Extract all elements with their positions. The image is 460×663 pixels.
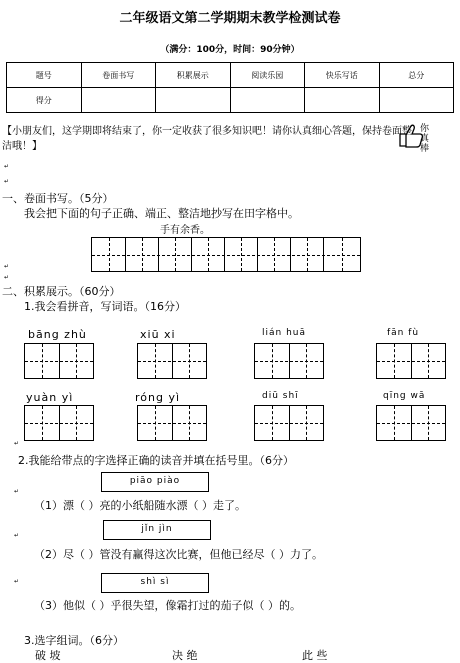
pinyin-options-box: jǐn jìn: [103, 520, 211, 540]
word-grid[interactable]: [376, 343, 446, 379]
score-table: [6, 62, 454, 113]
score-header-cell: 总分: [379, 63, 454, 88]
word-grid[interactable]: [254, 405, 324, 441]
paragraph-mark: ↵: [14, 440, 20, 447]
pinyin-label: diū shī: [262, 391, 299, 401]
pinyin-label: róng yì: [135, 391, 181, 404]
word-grid[interactable]: [254, 343, 324, 379]
pinyin-label: qīng wā: [383, 391, 426, 401]
page-title: 二年级语文第二学期期末教学检测试卷: [119, 11, 341, 26]
score-header-cell: 阅读乐园: [230, 63, 305, 88]
section1-title: 一、卷面书写。（5分）: [2, 192, 114, 205]
paragraph-mark: ↵: [4, 178, 10, 185]
subtitle: （满分：100分，时间：90分钟）: [160, 45, 300, 55]
score-row-label: 得分: [7, 88, 82, 113]
score-header-cell: 卷面书写: [81, 63, 156, 88]
intro-text: 【小朋友们，这学期即将结束了，你一定收获了很多知识吧！请你认真细心答题，保持卷面整洁哦！】: [2, 126, 412, 152]
q2-sentence: （3）他似（ ）乎很失望，像霜打过的茄子似（ ）的。: [34, 599, 301, 612]
score-cell[interactable]: [81, 88, 156, 113]
score-header-cell: 题号: [7, 63, 82, 88]
pinyin-label: fān fù: [387, 328, 420, 338]
score-cell[interactable]: [379, 88, 454, 113]
score-cell[interactable]: [156, 88, 231, 113]
word-grid[interactable]: [376, 405, 446, 441]
pinyin-options-box: piāo piào: [101, 472, 209, 492]
score-header-cell: 快乐写话: [305, 63, 380, 88]
paragraph-mark: ↵: [14, 532, 20, 539]
section2-title: 二、积累展示。（60分）: [2, 285, 121, 298]
paragraph-mark: ↵: [4, 274, 10, 281]
score-header-cell: 积累展示: [156, 63, 231, 88]
q3-char-group: 破 坡: [35, 649, 61, 662]
q2-sentence: （2）尽（ ）管没有赢得这次比赛，但他已经尽（ ）力了。: [34, 548, 323, 561]
paragraph-mark: ↵: [4, 263, 10, 270]
q2-sentence: （1）漂（ ）亮的小纸船随水漂（ ）走了。: [34, 499, 246, 512]
section1-instruction: 我会把下面的句子正确、端正、整洁地抄写在田字格中。: [24, 207, 299, 220]
writing-grid[interactable]: [91, 237, 361, 272]
q3-title: 3.选字组词。（6分）: [24, 634, 124, 647]
word-grid[interactable]: [24, 343, 94, 379]
score-cell[interactable]: [230, 88, 305, 113]
q2-title: 2.我能给带点的字选择正确的读音并填在括号里。（6分）: [18, 454, 294, 467]
score-table-score-row: [7, 88, 454, 113]
score-table-header-row: [7, 63, 454, 88]
paragraph-mark: ↵: [14, 578, 20, 585]
q3-char-group: 决 绝: [172, 649, 198, 662]
pinyin-label: lián huā: [262, 328, 307, 338]
pinyin-options-box: shì sì: [101, 573, 209, 593]
q3-char-group: 此 些: [302, 649, 328, 662]
pinyin-label: yuàn yì: [26, 391, 74, 404]
q1-title: 1.我会看拼音，写词语。（16分）: [24, 300, 186, 313]
paragraph-mark: ↵: [14, 488, 20, 495]
copy-sentence: 手有余香。: [160, 225, 210, 236]
praise-stamp: 你真棒: [420, 124, 430, 154]
pinyin-label: bāng zhù: [28, 328, 87, 341]
word-grid[interactable]: [24, 405, 94, 441]
word-grid[interactable]: [137, 343, 207, 379]
pinyin-label: xiū xi: [140, 328, 176, 341]
word-grid[interactable]: [137, 405, 207, 441]
paragraph-mark: ↵: [4, 163, 10, 170]
score-cell[interactable]: [305, 88, 380, 113]
